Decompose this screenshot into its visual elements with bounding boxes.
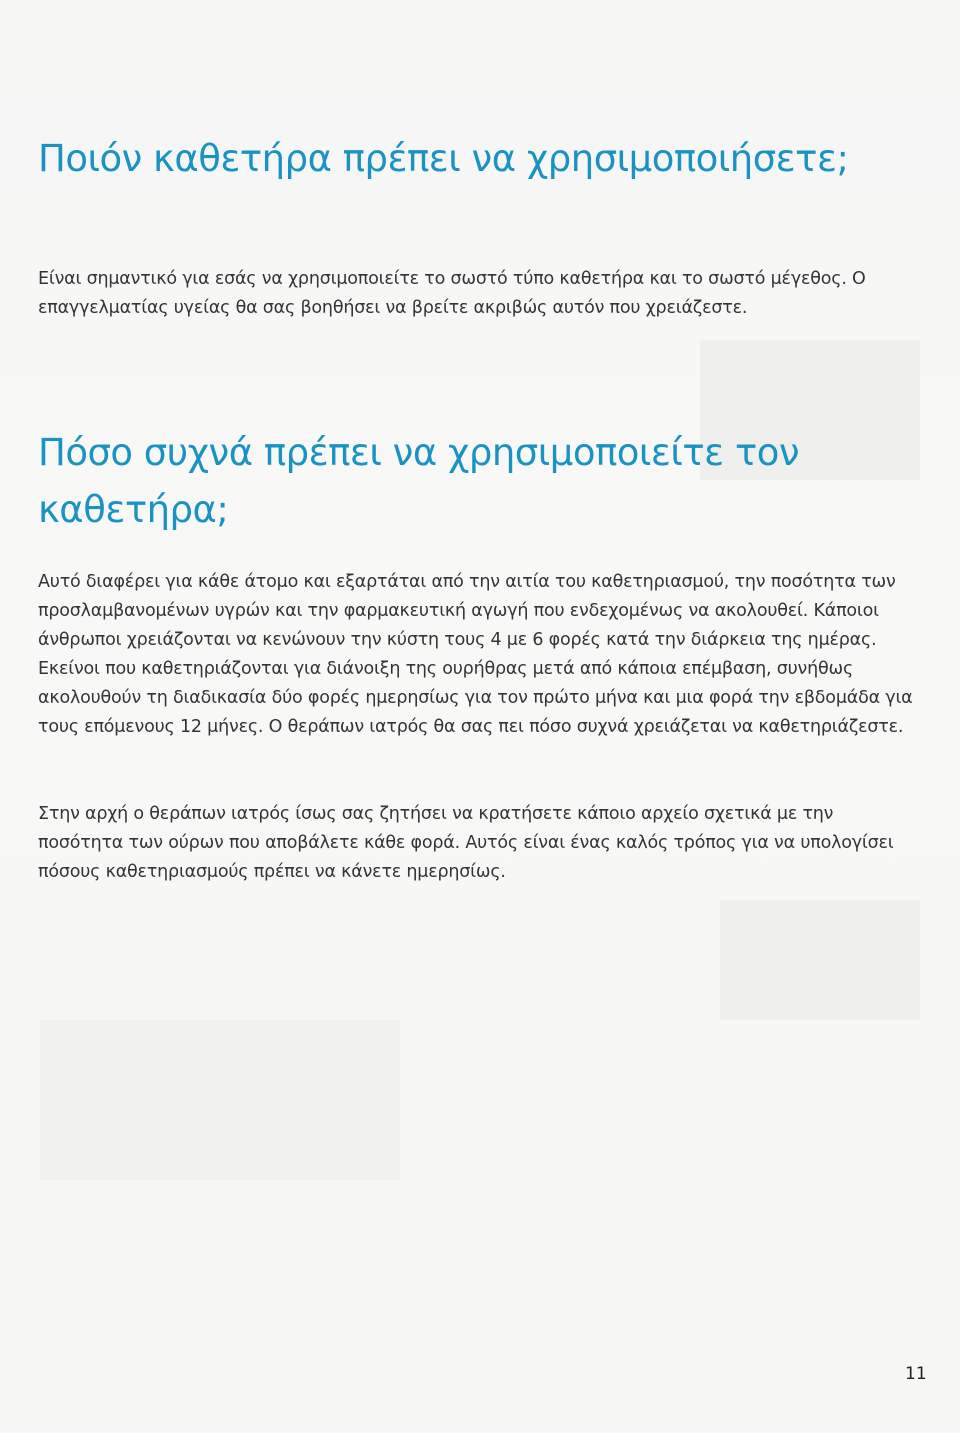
show-through-block	[40, 1020, 400, 1180]
section-heading-how-often: Πόσο συχνά πρέπει να χρησιμοποιείτε τον καθετήρα;	[38, 431, 800, 531]
paragraph-record-keeping: Στην αρχή ο θεράπων ιατρός ίσως σας ζητήσει να κρατήσετε κάποιο αρχείο σχετικά με την ποσότητα των ούρων που αποβάλετε κάθε φορά. Αυτός είναι ένας καλός τρόπος για να υπολογίσει πόσους καθετηριασμούς πρέπει να κάνετε ημερησίως.	[38, 804, 894, 882]
page-number: 11	[905, 1364, 927, 1384]
section-heading-which-catheter: Ποιόν καθετήρα πρέπει να χρησιμοποιήσετε;	[38, 137, 849, 180]
paragraph-which-catheter: Είναι σημαντικό για εσάς να χρησιμοποιείτε το σωστό τύπο καθετήρα και το σωστό μέγεθος. Ο επαγγελματίας υγείας θα σας βοηθήσει να βρείτε ακριβώς αυτόν που χρειάζεστε.	[38, 269, 866, 318]
show-through-block	[720, 900, 920, 1020]
paragraph-how-often: Αυτό διαφέρει για κάθε άτομο και εξαρτάται από την αιτία του καθετηριασμού, την ποσότητα των προσλαμβανομένων υγρών και την φαρμακευτική αγωγή που ενδεχομένως να ακολουθεί. Κάποιοι άνθρωποι χρειάζονται να κενώνουν την κύστη τους 4 με 6 φορές κατά την διάρκεια της ημέρας. Εκείνοι που καθετηριάζονται για διάνοιξη της ουρήθρας μετά από κάποια επέμβαση, συνήθως ακολουθούν τη διαδικασία δύο φορές ημερησίως για τον πρώτο μήνα και μια φορά την εβδομάδα για τους επόμενους 12 μήνες. Ο θεράπων ιατρός θα σας πει πόσο συχνά χρειάζεται να καθετηριάζεστε.	[38, 572, 913, 737]
